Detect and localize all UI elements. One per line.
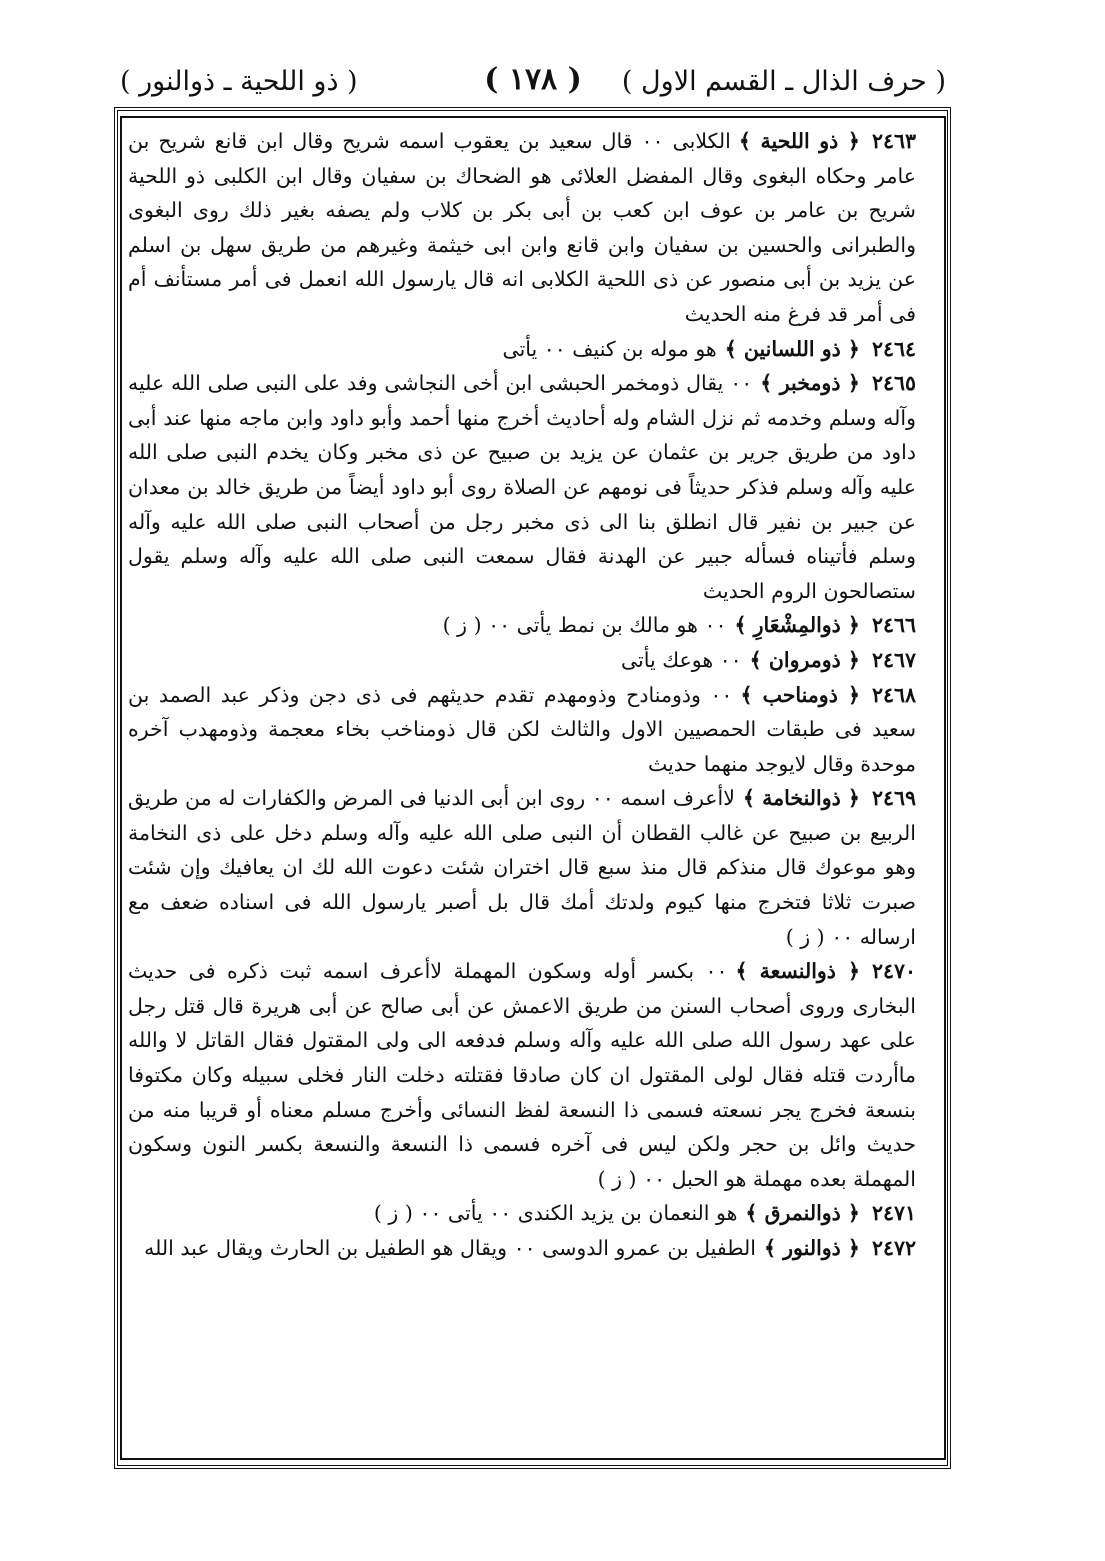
entry-2467 — [128, 643, 940, 678]
entry-text: هو النعمان بن يزيد الكندى ٠٠ يأتى ٠٠ ( ز ) — [373, 1201, 738, 1226]
header-chapter: ( حرف الذال ـ القسم الاول ) — [621, 66, 946, 97]
header-entry-range: ( ذو اللحية ـ ذوالنور ) — [120, 66, 358, 97]
page-body — [128, 124, 940, 1266]
entry-number: ٢٤٦٦ — [871, 613, 916, 638]
entry-2471 — [128, 1196, 940, 1231]
entry-title: ﴿ ذو اللحية ﴾ — [738, 129, 860, 153]
entry-number: ٢٤٦٥ — [871, 371, 916, 396]
entry-text: ٠٠ وذومنادح وذومهدم تقدم حديثهم فى ذى دجن وذكر عبد الصمد بن سعيد فى طبقات الحمصيين الاول والثالث لكن قال ذومناخب بخاء معجمة وذومهدب آخره موحدة وقال لايوجد منهما حديث — [128, 682, 916, 776]
page-header — [120, 58, 946, 108]
entry-text: ٠٠ يقال ذومخمر الحبشى ابن أخى النجاشى وفد على النبى صلى الله عليه وآله وسلم وخدمه ثم نزل الشام وله أحاديث أخرج منها أحمد وأبو داود وابن ماجه منها عند أبى داود من طريق جرير بن عثمان عن يزيد بن صبيح عن ذى مخبر وكان يخدم النبى صلى الله عليه وآله وسلم فذكر حديثاً فى نومهم عن الصلاة روى أبو داود أيضاً من طريق خالد بن معدان عن جبير بن نفير قال انطلق بنا الى ذى مخبر رجل من أصحاب النبى صلى الله عليه وآله وسلم فأتيناه فسأله جبير عن الهدنة فقال سمعت النبى صلى الله عليه وآله وسلم يقول ستصالحون الروم الحديث — [128, 371, 916, 603]
entry-text: هو موله بن كنيف ٠٠ يأتى — [502, 336, 717, 361]
entry-number: ٢٤٦٧ — [871, 647, 916, 672]
entry-title: ﴿ ذومناحب ﴾ — [740, 682, 860, 707]
entry-2466 — [128, 608, 940, 643]
page-number: ( ١٧٨ ) — [484, 62, 582, 97]
entry-title: ﴿ ذوالنخامة ﴾ — [742, 786, 860, 811]
entry-number: ٢٤٦٤ — [871, 336, 916, 361]
entry-title: ﴿ ذوالنمرق ﴾ — [745, 1201, 860, 1226]
entry-title: ﴿ ذومروان ﴾ — [749, 647, 860, 672]
entry-number: ٢٤٧١ — [871, 1201, 916, 1226]
entry-title: ﴿ ذو اللسانين ﴾ — [724, 336, 860, 361]
entry-number: ٢٤٧٢ — [871, 1236, 916, 1260]
entry-text: الطفيل بن عمرو الدوسى ٠٠ ويقال هو الطفيل بن الحارث ويقال عبد الله — [144, 1236, 756, 1260]
entry-number: ٢٤٦٩ — [871, 786, 916, 811]
entry-2464 — [128, 332, 940, 367]
entry-text: ٠٠ هوعك يأتى — [620, 647, 742, 672]
entry-number: ٢٤٦٣ — [871, 129, 916, 153]
entry-2472 — [128, 1231, 940, 1266]
entry-text: لاأعرف اسمه ٠٠ روى ابن أبى الدنيا فى المرض والكفارات له من طريق الربيع بن صبيح عن غالب القطان أن النبى صلى الله عليه وآله وسلم دخل على ذى النخامة وهو موعوك قال منذكم قال منذ سبع قال اختران شئت دعوت الله لك ان يعافيك وإن شئت صبرت ثلاثا فتخرج منها كيوم ولدتك أمك قال بل أصبر يارسول الله فى اسناده ضعف مع ارساله ٠٠ ( ز ) — [128, 786, 916, 949]
entry-text: الكلابى ٠٠ قال سعيد بن يعقوب اسمه شريح وقال ابن قانع شريح بن عامر وحكاه البغوى وقال المفضل العلائى هو الضحاك بن سفيان وقال ابن الكلبى ذو اللحية شريح بن عامر بن عوف ابن كعب بن أبى بكر بن كلاب ولم يصفه بغير ذلك روى البغوى والطبرانى والحسين بن سفيان وابن قانع وابن ابى خيثمة وغيرهم من طريق سهل بن اسلم عن يزيد بن أبى منصور عن ذى اللحية الكلابى انه قال يارسول الله انعمل فى أمر مستأنف أم فى أمر قد فرغ منه الحديث — [128, 129, 916, 326]
entry-title: ﴿ ذوالمِشْعَارِ ﴾ — [734, 613, 860, 638]
entry-number: ٢٤٧٠ — [871, 959, 917, 984]
entry-2463 — [128, 124, 940, 332]
entry-2470 — [128, 954, 940, 1196]
entry-title: ﴿ ذومخبر ﴾ — [760, 371, 860, 396]
entry-title: ﴿ ذوالنسعة ﴾ — [735, 959, 860, 984]
entry-2468 — [128, 678, 940, 782]
entry-title: ﴿ ذوالنور ﴾ — [764, 1236, 860, 1260]
entry-text: ٠٠ بكسر أوله وسكون المهملة لاأعرف اسمه ثبت ذكره فى حديث البخارى وروى أصحاب السنن من طريق الاعمش عن أبى صالح عن أبى هريرة قال قتل رجل على عهد رسول الله صلى الله عليه وآله وسلم فدفعه الى ولى المقتول فقال القاتل لا والله ماأردت قتله فقال لولى المقتول ان كان صادقا فقتلته دخلت النار فخلى سبيله وكان مكتوفا بنسعة فخرج يجر نسعته فسمى ذا النسعة لفظ النسائى وأخرج مسلم معناه أو قريبا منه من حديث وائل بن حجر ولكن ليس فى آخره فسمى ذا النسعة والنسعة بكسر النون وسكون المهملة بعده مهملة هو الحبل ٠٠ ( ز ) — [128, 959, 916, 1191]
entry-text: ٠٠ هو مالك بن نمط يأتى ٠٠ ( ز ) — [442, 613, 727, 638]
entry-2469 — [128, 781, 940, 954]
entry-number: ٢٤٦٨ — [871, 682, 917, 707]
entry-2465 — [128, 366, 940, 608]
